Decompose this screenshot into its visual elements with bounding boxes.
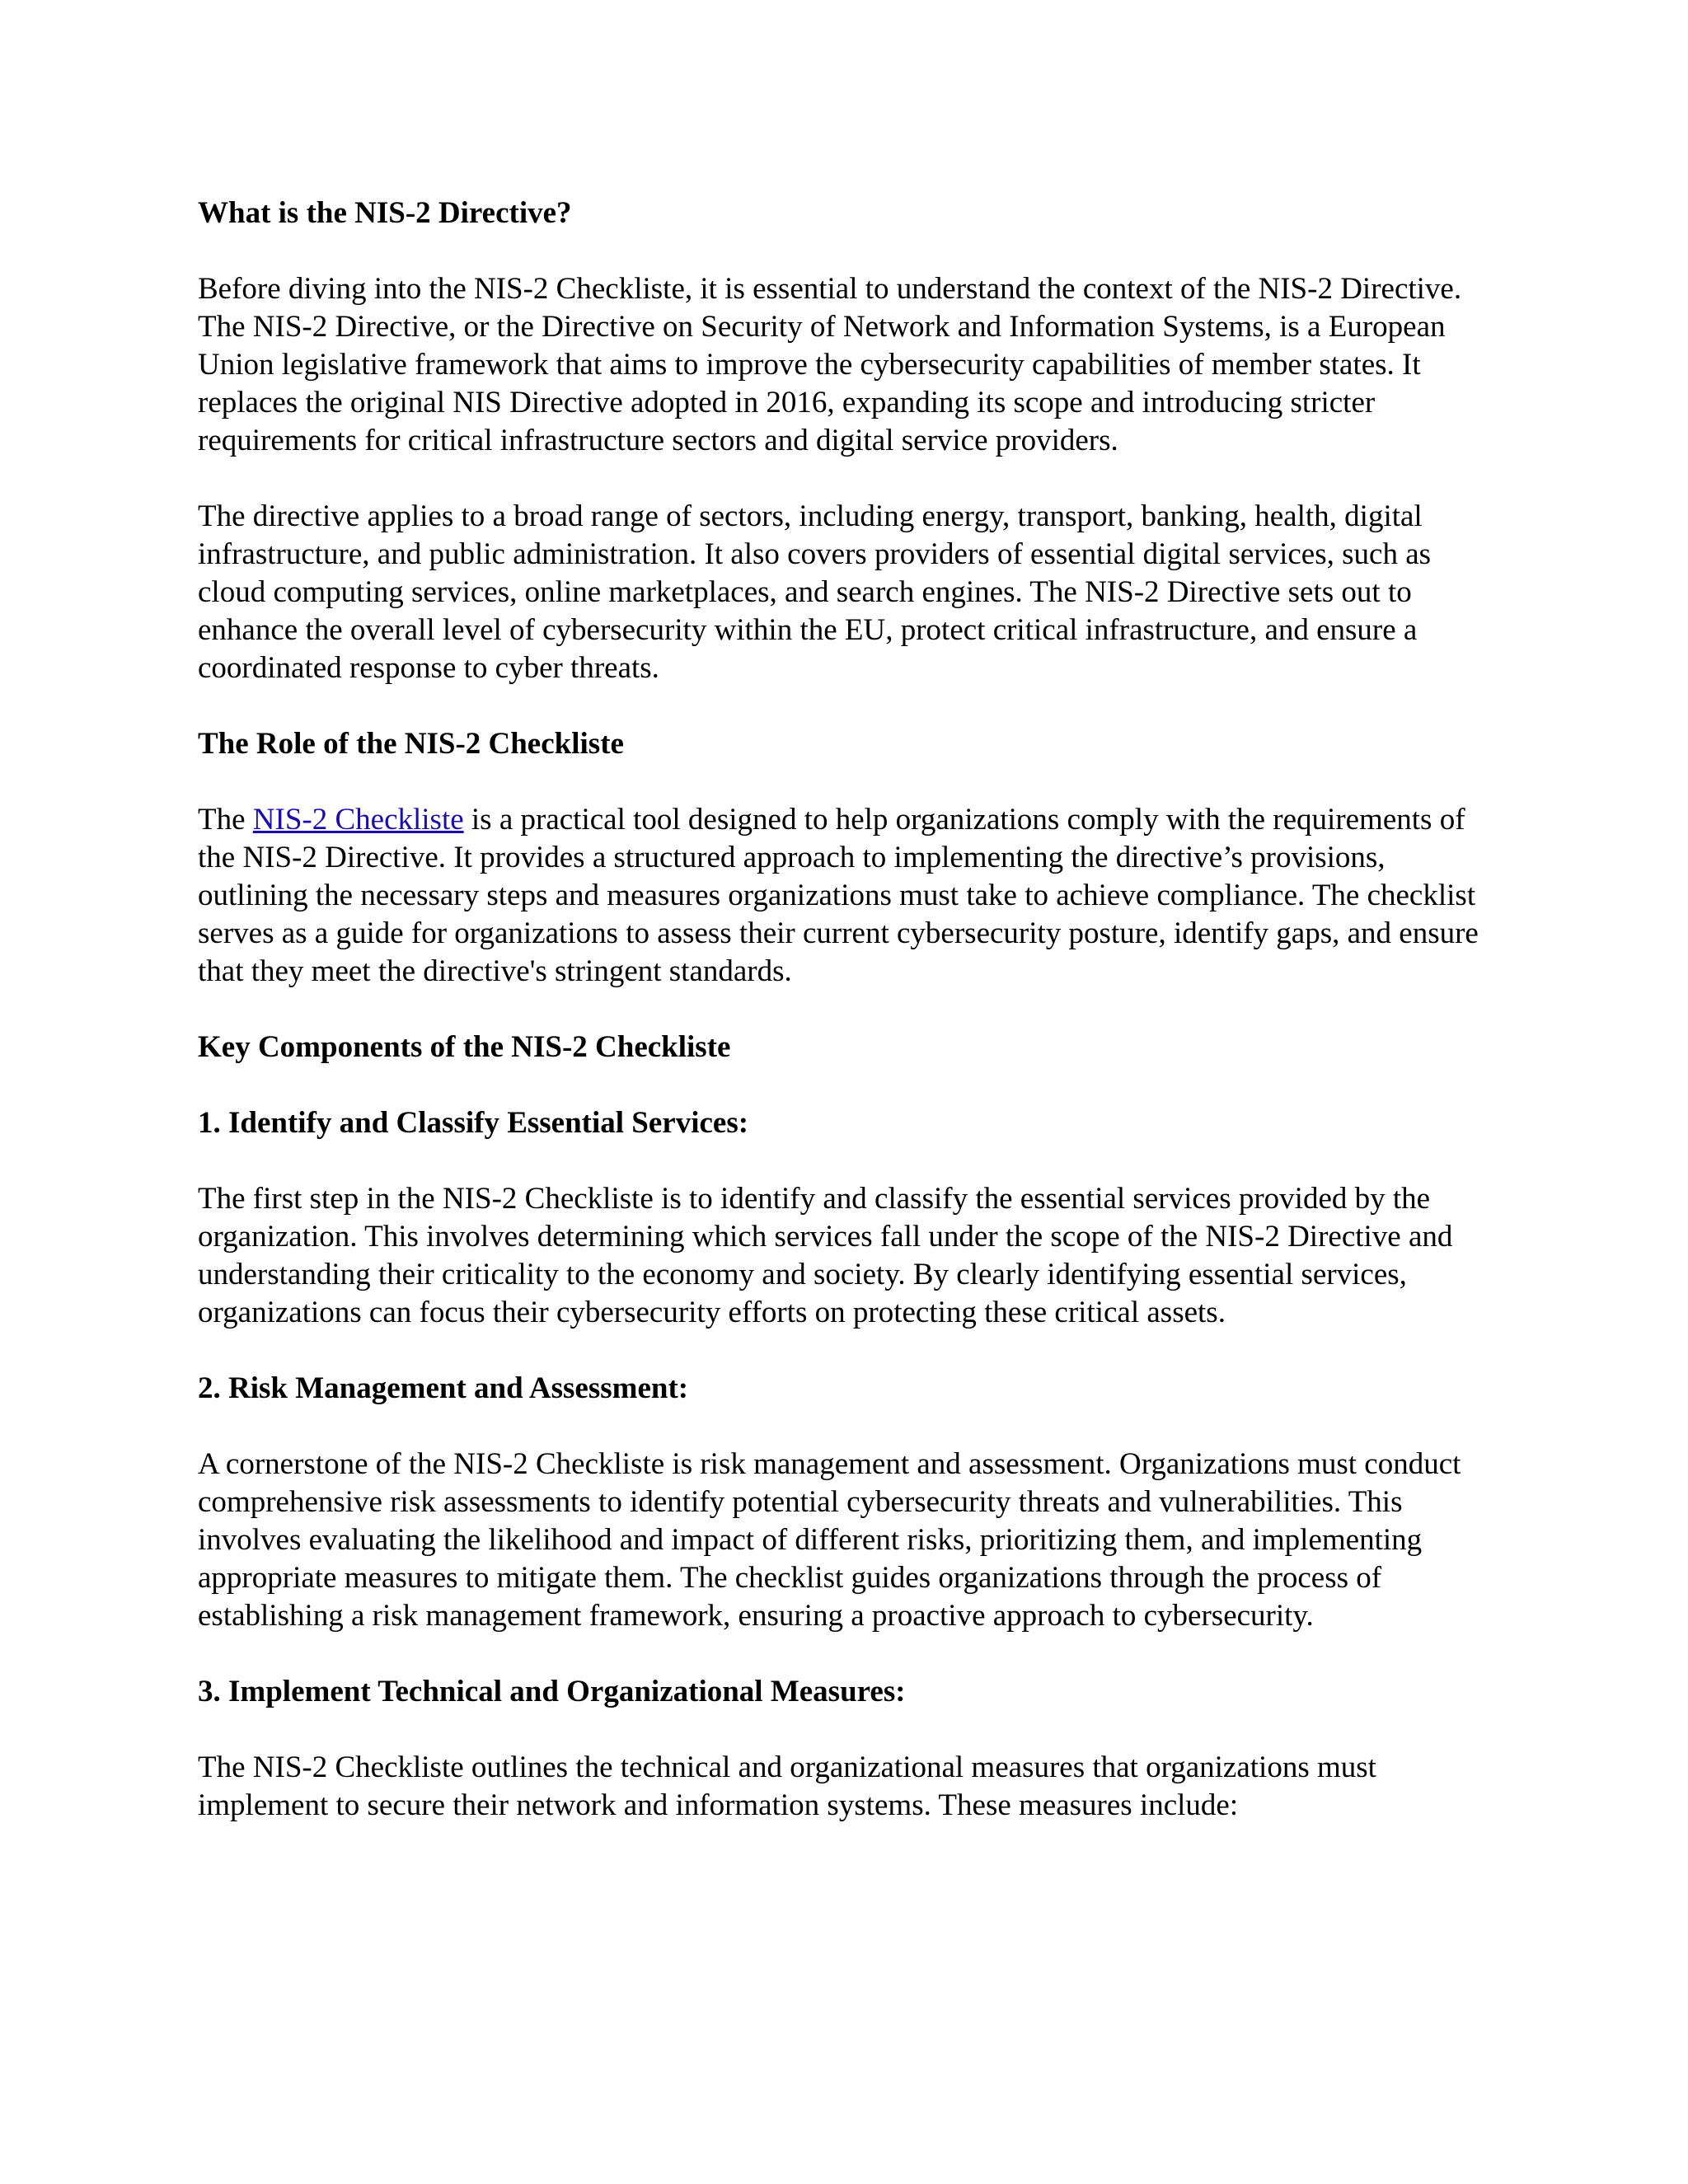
heading-what-is-nis2: What is the NIS-2 Directive? bbox=[198, 196, 572, 230]
document-page bbox=[198, 194, 1500, 1863]
heading-key-components: Key Components of the NIS-2 Checkliste bbox=[198, 1030, 731, 1064]
paragraph-item-2: A cornerstone of the NIS-2 Checkliste is risk management and assessment. Organizations must conduct comprehensive risk assessments to identify potential cybersecurity threats and vulnerabilities. This involves evaluating the likelihood and impact of different risks, prioritizing them, and implementing appropriate measures to mitigate them. The checklist guides organizations through the process of establishing a risk management framework, ensuring a proactive approach to cybersecurity. bbox=[198, 1447, 1461, 1633]
heading-item-3: 3. Implement Technical and Organizational Measures: bbox=[198, 1675, 906, 1708]
paragraph-role bbox=[198, 801, 1500, 991]
heading-item-2: 2. Risk Management and Assessment: bbox=[198, 1371, 689, 1405]
paragraph-item-1: The first step in the NIS-2 Checkliste is to identify and classify the essential services provided by the organization. This involves determining which services fall under the scope of the NIS-2 Directive and understanding their criticality to the economy and society. By clearly identifying essential services, organizations can focus their cybersecurity efforts on protecting these critical assets. bbox=[198, 1182, 1453, 1329]
paragraph-intro-context: Before diving into the NIS-2 Checkliste, it is essential to understand the context of the NIS-2 Directive. The NIS-2 Directive, or the Directive on Security of Network and Information Systems, is a European Union legislative framework that aims to improve the cybersecurity capabilities of member states. It replaces the original NIS Directive adopted in 2016, expanding its scope and introducing stricter requirements for critical infrastructure sectors and digital service providers. bbox=[198, 272, 1462, 457]
nis2-checkliste-link[interactable]: NIS-2 Checkliste bbox=[252, 803, 464, 837]
paragraph-item-3: The NIS-2 Checkliste outlines the technical and organizational measures that organizations must implement to secure their network and information systems. These measures include: bbox=[198, 1750, 1376, 1822]
heading-item-1: 1. Identify and Classify Essential Services: bbox=[198, 1106, 749, 1140]
paragraph-intro-sectors: The directive applies to a broad range of sectors, including energy, transport, banking, health, digital infrastructure, and public administration. It also covers providers of essential digital services, such as cloud computing services, online marketplaces, and search engines. The NIS-2 Directive sets out to enhance the overall level of cybersecurity within the EU, protect critical infrastructure, and ensure a coordinated response to cyber threats. bbox=[198, 499, 1432, 685]
paragraph-role-after-link: is a practical tool designed to help organizations comply with the requirements of the NIS-2 Directive. It provides a structured approach to implementing the directive’s provisions, outlining the necessary steps and measures organizations must take to achieve compliance. The checklist serves as a guide for organizations to assess their current cybersecurity posture, identify gaps, and ensure that they meet the directive's stringent standards. bbox=[198, 803, 1479, 988]
heading-role-of-checkliste: The Role of the NIS-2 Checkliste bbox=[198, 727, 624, 761]
paragraph-role-before-link: The bbox=[198, 803, 253, 837]
